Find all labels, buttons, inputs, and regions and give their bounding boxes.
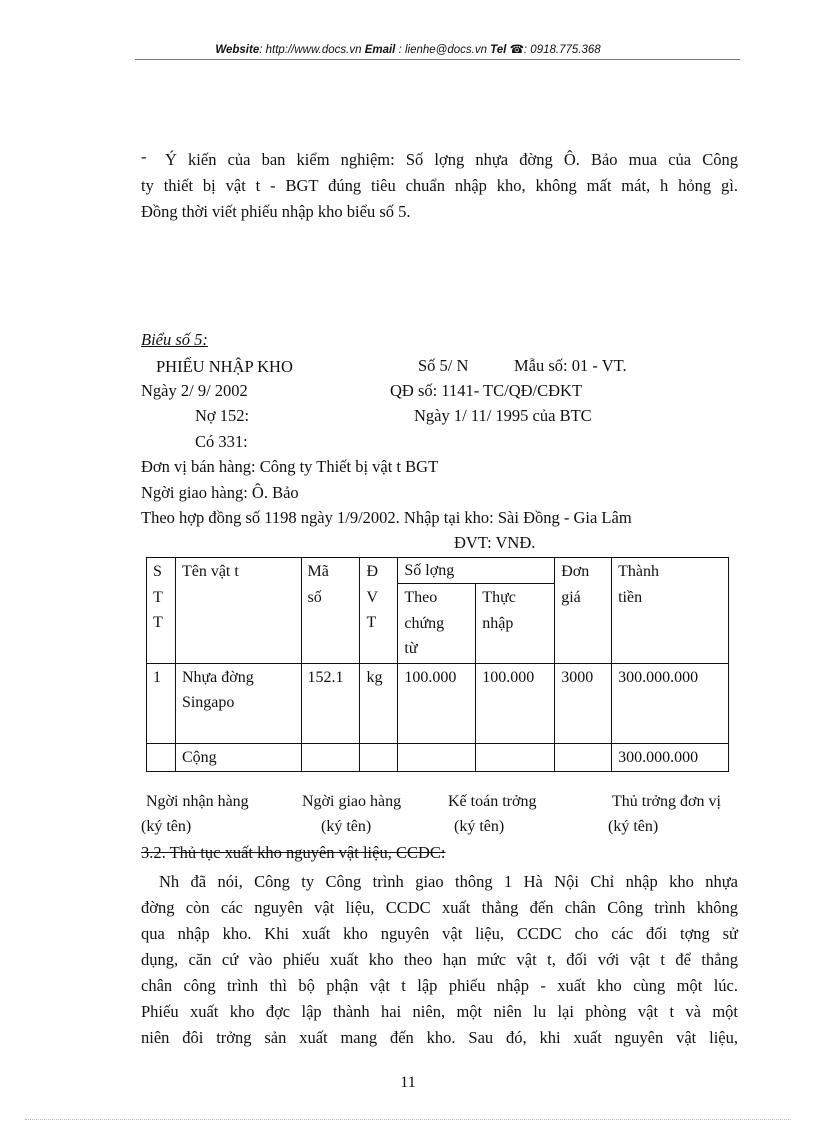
header-stt: S T T — [147, 558, 176, 664]
section-line: đờng còn các nguyên vật liệu, CCDC xuất thẳng đến chân Công trình không — [141, 898, 738, 917]
website-label: Website — [215, 44, 260, 56]
header-unit: Đ V T — [360, 558, 398, 664]
table-total-row — [147, 743, 729, 772]
signer-chief-accountant: Kế toán trởng — [448, 793, 537, 810]
section-line: qua nhập kho. Khi xuất kho nguyên vật liệu, CCDC cho các đối tợng sử — [141, 924, 738, 943]
cell-stt: 1 — [147, 663, 176, 743]
supplier: Đơn vị bán hàng: Công ty Thiết bị vật t BGT — [141, 457, 439, 476]
cell-unit-price: 3000 — [555, 663, 612, 743]
cell-amount: 300.000.000 — [612, 663, 729, 743]
credit-account: Có 331: — [195, 432, 248, 451]
intro-paragraph — [141, 147, 738, 225]
section-line: Nh đã nói, Công ty Công trình giao thông 1 Hà Nội Chỉ nhập kho nhựa — [159, 872, 738, 891]
table-row — [147, 663, 729, 743]
header-amount: Thành tiền — [612, 558, 729, 664]
section-line: niên đôi trởng sản xuất mang đến kho. Sau đó, khi xuất nguyên vật liệu, — [141, 1028, 738, 1047]
decision-number: QĐ số: 1141- TC/QĐ/CĐKT — [390, 381, 583, 400]
sign-note: (ký tên) — [321, 818, 372, 835]
cell-unit: kg — [360, 663, 398, 743]
total-label: Cộng — [175, 743, 301, 772]
form-date: Ngày 2/ 9/ 2002 — [141, 381, 248, 400]
form-title: PHIẾU NHẬP KHO — [156, 357, 293, 376]
intro-line: Đồng thời viết phiếu nhập kho biểu số 5. — [141, 202, 411, 221]
website-value: : http://www.docs.vn — [259, 44, 362, 56]
page-header — [0, 42, 816, 56]
cell-actual: 100.000 — [476, 663, 555, 743]
contract-line: Theo hợp đồng số 1198 ngày 1/9/2002. Nhập tại kho: Sài Đồng - Gia Lâm — [141, 508, 632, 527]
section-line: chân công trình thì bộ phận vật t lập phiếu nhập - xuất kho cùng một lúc. — [141, 976, 738, 995]
page-number: 11 — [400, 1074, 416, 1091]
sign-note: (ký tên) — [608, 818, 659, 835]
signer-receiver: Ngời nhận hàng — [146, 793, 249, 810]
sign-note: (ký tên) — [454, 818, 505, 835]
signer-director: Thủ trởng đơn vị — [612, 793, 721, 810]
form-template-number: Mẫu số: 01 - VT. — [514, 356, 627, 375]
decision-date: Ngày 1/ 11/ 1995 của BTC — [414, 406, 592, 425]
debit-account: Nợ 152: — [195, 406, 250, 425]
header-unit-price: Đơn giá — [555, 558, 612, 664]
intro-line: Ý kiến của ban kiểm nghiệm: Số lợng nhựa đờng Ô. Bảo mua của Công — [165, 150, 738, 169]
cell-per-document: 100.000 — [398, 663, 476, 743]
phone-icon: ☎ — [509, 44, 524, 56]
section-line: dụng, căn cứ vào phiếu xuất kho theo hạn mức vật t, đối với vật t để thẳng — [141, 950, 738, 969]
cell-code: 152.1 — [301, 663, 360, 743]
page-bottom-border — [25, 1119, 791, 1120]
intro-line: ty thiết bị vật t - BGT đúng tiêu chuẩn nhập kho, không mất mát, h hỏng gì. — [141, 176, 738, 195]
tel-value: : 0918.775.368 — [523, 44, 601, 56]
total-amount: 300.000.000 — [612, 743, 729, 772]
deliverer: Ngời giao hàng: Ô. Bảo — [141, 483, 299, 502]
email-value: : lienhe@docs.vn — [398, 44, 487, 56]
tel-label: Tel — [490, 44, 507, 56]
intro-bullet: - — [141, 147, 147, 166]
section-paragraph — [141, 869, 738, 1051]
email-label: Email — [364, 44, 396, 56]
header-item-name: Tên vật t — [175, 558, 301, 664]
currency-unit: ĐVT: VNĐ. — [454, 533, 536, 552]
section-heading: 3.2. Thủ tục xuất kho nguyên vật liệu, CCDC: — [141, 843, 446, 862]
receipt-table — [146, 557, 729, 772]
header-actual: Thực nhập — [476, 584, 555, 664]
table-header-row — [147, 558, 729, 584]
header-per-document: Theo chứng từ — [398, 584, 476, 664]
bieu-so-label: Biểu số 5: — [141, 330, 208, 349]
header-quantity: Số lợng — [398, 558, 555, 584]
header-divider — [135, 59, 740, 60]
section-line: Phiếu xuất kho đợc lập thành hai niên, một niên lu lại phòng vật t và một — [141, 1002, 738, 1021]
cell-item-name: Nhựa đờng Singapo — [175, 663, 301, 743]
sign-note: (ký tên) — [141, 818, 192, 835]
header-code: Mã số — [301, 558, 360, 664]
form-number: Số 5/ N — [418, 356, 469, 375]
signer-deliverer: Ngời giao hàng — [302, 793, 402, 810]
